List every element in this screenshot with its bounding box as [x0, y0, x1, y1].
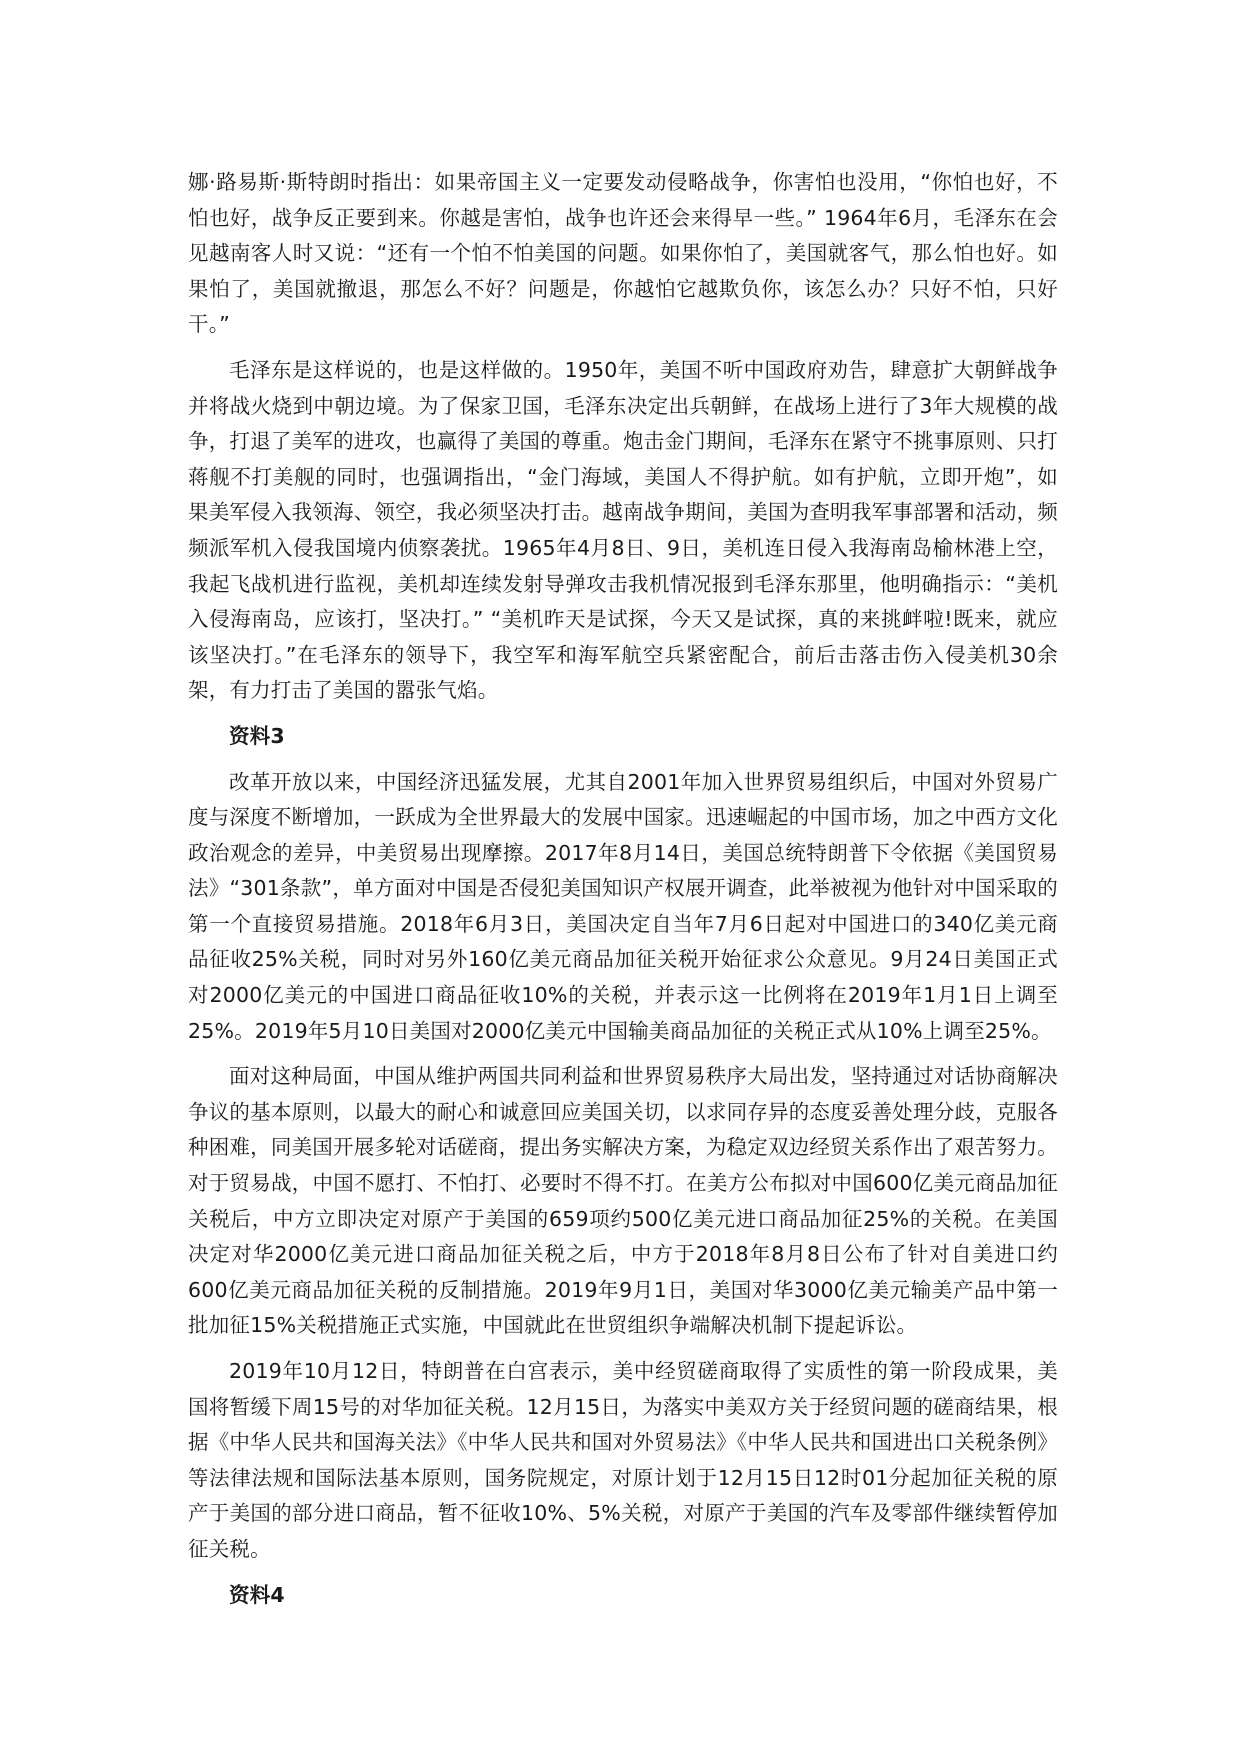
paragraph-strong-quote: 娜·路易斯·斯特朗时指出：如果帝国主义一定要发动侵略战争，你害怕也没用，“你怕也好，不怕也好，战争反正要到来。你越是害怕，战争也许还会来得早一些。” 1964年6月，毛泽东在会见越南客人时又说：“还有一个怕不怕美国的问题。如果你怕了，美国就客气，那么怕也好。如果怕了，美国就撤退，那怎么不好？问题是，你越怕它越欺负你，该怎么办？只好不怕，只好干。” [188, 170, 1058, 337]
document-page [188, 165, 1058, 1623]
paragraph-phase-one: 2019年10月12日，特朗普在白宫表示，美中经贸磋商取得了实质性的第一阶段成果，美国将暂缓下周15号的对华加征关税。12月15日，为落实中美双方关于经贸问题的磋商结果，根据《中华人民共和国海关法》《中华人民共和国对外贸易法》《中华人民共和国进出口关税条例》等法律法规和国际法基本原则，国务院规定，对原计划于12月15日12时01分起加征关税的原产于美国的部分进口商品，暂不征收10%、5%关税，对原产于美国的汽车及零部件继续暂停加征关税。 [188, 1359, 1058, 1561]
paragraph-trade-friction: 改革开放以来，中国经济迅猛发展，尤其自2001年加入世界贸易组织后，中国对外贸易广度与深度不断增加，一跃成为全世界最大的发展中国家。迅速崛起的中国市场，加之中西方文化政治观念的差异，中美贸易出现摩擦。2017年8月14日，美国总统特朗普下令依据《美国贸易法》“301条款”，单方面对中国是否侵犯美国知识产权展开调查，此举被视为他针对中国采取的第一个直接贸易措施。2018年6月3日，美国决定自当年7月6日起对中国进口的340亿美元商品征收25%关税，同时对另外160亿美元商品加征关税开始征求公众意见。9月24日美国正式对2000亿美元的中国进口商品征收10%的关税，并表示这一比例将在2019年1月1日上调至25%。2019年5月10日美国对2000亿美元中国输美商品加征的关税正式从10%上调至25%。 [188, 769, 1058, 1043]
paragraph-mao-actions: 毛泽东是这样说的，也是这样做的。1950年，美国不听中国政府劝告，肆意扩大朝鲜战争并将战火烧到中朝边境。为了保家卫国，毛泽东决定出兵朝鲜，在战场上进行了3年大规模的战争，打退了美军的进攻，也赢得了美国的尊重。炮击金门期间，毛泽东在紧守不挑事原则、只打蒋舰不打美舰的同时，也强调指出，“金门海域，美国人不得护航。如有护航，立即开炮”，如果美军侵入我领海、领空，我必须坚决打击。越南战争期间，美国为查明我军事部署和活动，频频派军机入侵我国境内侦察袭扰。1965年4月8日、9日，美机连日侵入我海南岛榆林港上空，我起飞战机进行监视，美机却连续发射导弹攻击我机情况报到毛泽东那里，他明确指示：“美机入侵海南岛，应该打，坚决打。” “美机昨天是试探，今天又是试探，真的来挑衅啦!既来，就应该坚决打。”在毛泽东的领导下，我空军和海军航空兵紧密配合，前后击落击伤入侵美机30余架，有力打击了美国的嚣张气焰。 [188, 357, 1058, 703]
section-heading-material-4: 资料4 [229, 1582, 285, 1607]
paragraph-china-response: 面对这种局面，中国从维护两国共同利益和世界贸易秩序大局出发，坚持通过对话协商解决争议的基本原则，以最大的耐心和诚意回应美国关切，以求同存异的态度妥善处理分歧，克服各种困难，同美国开展多轮对话磋商，提出务实解决方案，为稳定双边经贸关系作出了艰苦努力。对于贸易战，中国不愿打、不怕打、必要时不得不打。在美方公布拟对中国600亿美元商品加征关税后，中方立即决定对原产于美国的659项约500亿美元进口商品加征25%的关税。在美国决定对华2000亿美元进口商品加征关税之后，中方于2018年8月8日公布了针对自美进口约600亿美元商品加征关税的反制措施。2019年9月1日，美国对华3000亿美元输美产品中第一批加征15%关税措施正式实施，中国就此在世贸组织争端解决机制下提起诉讼。 [188, 1064, 1058, 1338]
section-heading-material-3: 资料3 [229, 723, 285, 748]
